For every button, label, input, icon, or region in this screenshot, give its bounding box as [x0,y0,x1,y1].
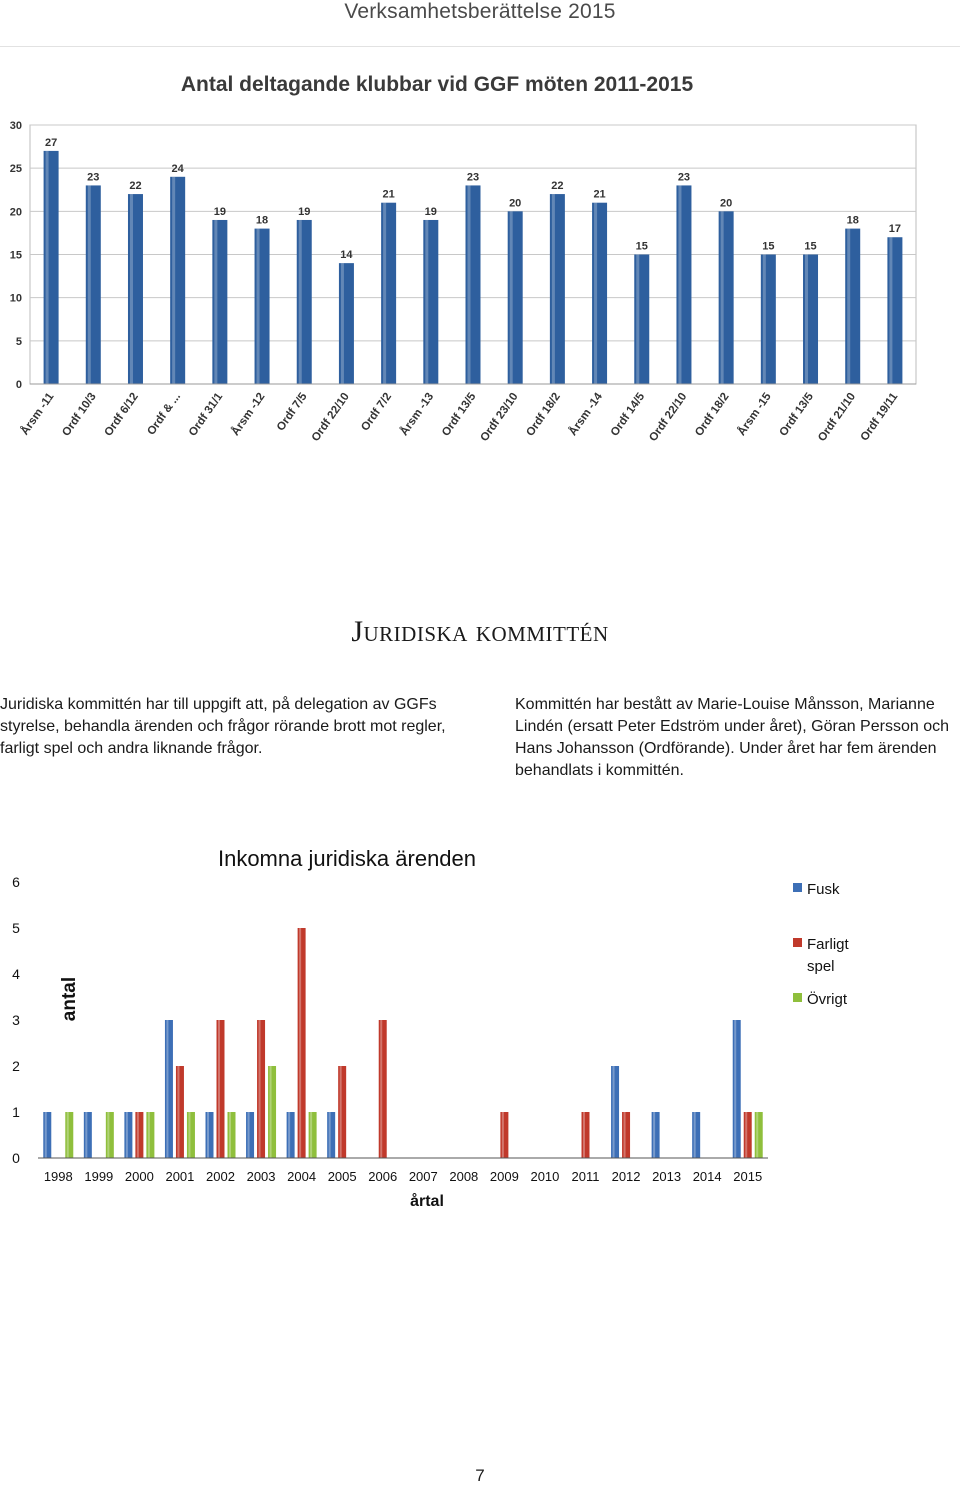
chart1-bar-highlight [46,151,49,384]
chart2-bar-highlight [329,1112,331,1158]
chart2-bar-highlight [745,1112,747,1158]
chart2-category-label: 2004 [287,1169,317,1184]
chart2-ytick-label: 1 [12,1104,20,1120]
chart2-bar-farligt-spel [582,1112,590,1158]
chart2-bar-highlight [188,1112,190,1158]
chart2-xlabel: årtal [410,1193,444,1210]
chart2-bar-farligt-spel [622,1112,630,1158]
chart2-bar-highlight [177,1066,179,1158]
chart1-ytick-label: 5 [15,335,22,348]
chart1-data-label: 20 [720,197,733,210]
chart1-ytick-label: 10 [9,292,22,305]
chart1-data-label: 23 [677,171,691,184]
chart1-bar-highlight [805,255,808,385]
chart2-title: Inkomna juridiska ärenden [217,846,477,871]
chart2-bar-farligt-spel [379,1020,387,1158]
chart2-bar-highlight [148,1112,150,1158]
chart1-bar-highlight [636,255,639,385]
chart1-bar-highlight [425,220,428,384]
chart2-bar-highlight [340,1066,342,1158]
chart2-bar-highlight [85,1112,87,1158]
chart2-bar-highlight [734,1020,736,1158]
chart1-bar-highlight [214,220,217,384]
page-header: Verksamhetsberättelse 2015 [344,0,616,23]
chart1-bar-highlight [847,229,850,384]
chart1-category-label: Årsm -11 [18,390,57,438]
chart2-category-label: 2005 [327,1169,357,1184]
chart1-data-label: 21 [593,188,606,201]
chart1-bar-highlight [130,194,133,384]
chart2-bar-highlight [45,1112,47,1158]
chart1-category-label: Årsm -13 [398,390,437,439]
chart1-category-label: Ordf 22/10 [309,390,352,444]
chart1-data-label: 18 [255,214,269,227]
chart2-category-label: 2015 [733,1169,763,1184]
section-title: Juridiska kommittén [351,615,609,648]
chart1-ytick-label: 30 [9,120,22,132]
chart2-bar-fusk [733,1020,741,1158]
chart2-bar-fusk [124,1112,132,1158]
chart2-bar-highlight [248,1112,250,1158]
chart2-category-label: 2003 [246,1169,276,1184]
chart2-legend-label: Fusk [807,881,840,898]
chart2-bar-farligt-spel [298,928,306,1158]
chart2-legend-label: Farligt [807,936,849,953]
chart1-data-label: 21 [382,188,395,201]
chart1-bar-highlight [341,263,344,384]
chart2-category-label: 2014 [692,1169,722,1184]
chart1-bar-highlight [510,211,513,384]
chart2-bar-fusk [652,1112,660,1158]
chart2-bar-highlight [299,928,301,1158]
chart1-bar-highlight [889,237,892,384]
chart2-category-label: 2012 [611,1169,641,1184]
chart2-category-label: 2013 [652,1169,682,1184]
chart1-category-label: Ordf & ... [145,390,184,438]
chart1-data-label: 22 [129,180,142,193]
chart1-category-label: Ordf 14/5 [608,390,648,439]
clubs-attendance-chart [0,58,960,458]
legal-cases-chart [0,836,960,1216]
chart2-bar-farligt-spel [176,1066,184,1158]
chart2-category-label: 2011 [571,1169,600,1184]
chart1-category-label: Ordf 23/10 [478,390,521,444]
chart2-bar-highlight [694,1112,696,1158]
chart2-bar-highlight [67,1112,69,1158]
chart1-title: Antal deltagande klubbar vid GGF möten 2011-2015 [180,73,694,96]
chart2-bar-highlight [166,1020,168,1158]
chart1-bar-highlight [594,203,597,384]
chart2-bar-fusk [84,1112,92,1158]
chart1-bar-highlight [468,185,471,384]
chart1-bar-highlight [721,211,724,384]
chart1-data-label: 22 [551,180,564,193]
chart1-data-label: 17 [888,223,902,236]
chart2-ytick-label: 2 [12,1058,20,1074]
chart1-data-label: 23 [466,171,480,184]
chart1-bar-highlight [299,220,302,384]
chart1-data-label: 15 [635,240,648,253]
chart1-bar-highlight [552,194,555,384]
chart1-data-label: 19 [424,205,437,218]
chart2-ylabel: antal [59,976,80,1022]
chart1-category-label: Ordf 19/11 [858,390,901,444]
chart1-bar-highlight [257,229,260,384]
chart1-data-label: 14 [340,249,353,262]
chart2-bar-fusk [611,1066,619,1158]
chart2-bar-övrigt [268,1066,276,1158]
chart1-category-label: Ordf 31/1 [186,390,226,439]
chart2-category-label: 2006 [368,1169,398,1184]
chart1-data-label: 19 [298,205,311,218]
page-number: 7 [475,1466,485,1485]
chart2-bar-farligt-spel [500,1112,508,1158]
chart2-category-label: 2008 [449,1169,479,1184]
chart2-category-label: 1999 [84,1169,114,1184]
chart1-category-label: Årsm -12 [229,390,268,439]
chart1-data-label: 23 [87,171,100,184]
chart1-bar-highlight [88,185,91,384]
chart1-ytick-label: 15 [9,249,22,262]
chart2-bar-highlight [613,1066,615,1158]
chart2-legend-label: spel [807,958,835,975]
chart2-legend-swatch [793,883,802,892]
chart1-ytick-label: 20 [9,206,22,219]
chart2-bar-fusk [206,1112,214,1158]
chart2-legend-label: Övrigt [807,991,848,1008]
chart2-ytick-label: 0 [12,1150,20,1166]
chart2-bar-övrigt [755,1112,763,1158]
chart2-bar-övrigt [187,1112,195,1158]
chart2-category-label: 1998 [43,1169,73,1184]
chart2-bar-highlight [259,1020,261,1158]
chart2-bar-fusk [327,1112,335,1158]
chart2-bar-övrigt [228,1112,236,1158]
chart1-category-label: Ordf 18/2 [693,390,732,439]
chart2-bar-farligt-spel [744,1112,752,1158]
chart1-data-label: 27 [44,136,58,149]
chart1-category-label: Ordf 7/5 [274,390,310,434]
committee-description: Juridiska kommittén har till uppgift att, på delegation av GGFs styrelse, behandla ärenden och frågor rörande brott mot regler, farligt spel och andra liknande frågor. [0,696,446,757]
chart1-data-label: 20 [509,197,522,210]
chart1-category-label: Ordf 22/10 [647,390,690,444]
chart2-bar-highlight [229,1112,231,1158]
chart1-bar-highlight [383,203,386,384]
chart2-bar-övrigt [106,1112,114,1158]
chart2-category-label: 2001 [165,1169,195,1184]
chart2-bar-highlight [218,1020,220,1158]
chart2-bar-highlight [137,1112,139,1158]
chart2-bar-övrigt [146,1112,154,1158]
chart1-category-label: Ordf 13/5 [440,390,479,439]
chart2-bar-highlight [288,1112,290,1158]
header-divider [0,46,960,47]
chart2-bar-highlight [502,1112,504,1158]
chart2-ytick-label: 3 [12,1012,20,1028]
chart1-data-label: 24 [171,162,184,175]
chart2-category-label: 2010 [530,1169,560,1184]
chart2-category-label: 2009 [489,1169,519,1184]
chart2-bar-fusk [165,1020,173,1158]
chart2-ytick-label: 4 [12,966,20,982]
chart1-category-label: Ordf 6/12 [102,390,141,439]
chart2-category-label: 2002 [206,1169,235,1184]
chart2-category-label: 2007 [408,1169,438,1184]
chart2-bar-farligt-spel [338,1066,346,1158]
chart1-category-label: Årsm -15 [735,390,774,439]
chart2-bar-highlight [270,1066,272,1158]
chart2-bar-fusk [692,1112,700,1158]
chart2-bar-fusk [246,1112,254,1158]
chart2-bar-highlight [653,1112,655,1158]
chart2-bar-highlight [756,1112,758,1158]
chart2-bar-highlight [380,1020,382,1158]
chart2-legend-swatch [793,938,802,947]
chart2-bar-farligt-spel [217,1020,225,1158]
chart2-legend-swatch [793,993,802,1002]
chart2-bar-highlight [126,1112,128,1158]
chart2-bar-highlight [107,1112,109,1158]
chart2-category-label: 2000 [124,1169,154,1184]
chart2-bar-highlight [624,1112,626,1158]
chart1-category-label: Ordf 10/3 [60,390,99,439]
chart1-bar-highlight [763,255,766,385]
chart2-ytick-label: 6 [12,874,20,890]
chart2-bar-highlight [583,1112,585,1158]
chart1-data-label: 19 [213,205,226,218]
chart1-category-label: Ordf 13/5 [777,390,816,439]
chart1-category-label: Ordf 7/2 [359,390,395,434]
chart1-bar-highlight [172,177,175,384]
chart1-ytick-label: 25 [9,163,22,176]
chart2-bar-fusk [43,1112,51,1158]
chart2-bar-farligt-spel [135,1112,143,1158]
chart1-category-label: Årsm -14 [566,390,606,439]
chart2-bar-highlight [310,1112,312,1158]
chart1-category-label: Ordf 18/2 [524,390,563,439]
chart2-bar-övrigt [309,1112,317,1158]
chart1-category-label: Ordf 21/10 [816,390,859,444]
chart2-bar-fusk [287,1112,295,1158]
chart1-bar-highlight [678,185,681,384]
chart2-ytick-label: 5 [12,920,20,936]
committee-members: Kommittén har bestått av Marie-Louise Månsson, Marianne Lindén (ersatt Peter Edström under året), Göran Persson och Hans Johansson (Ordförande). Under året har fem ärenden behandlats i kommittén. [515,696,949,779]
chart1-data-label: 18 [846,214,859,227]
chart2-bar-highlight [207,1112,209,1158]
chart2-bar-övrigt [65,1112,73,1158]
chart2-bar-farligt-spel [257,1020,265,1158]
chart1-data-label: 15 [804,240,817,253]
chart1-ytick-label: 0 [15,379,22,391]
chart1-data-label: 15 [762,240,775,253]
